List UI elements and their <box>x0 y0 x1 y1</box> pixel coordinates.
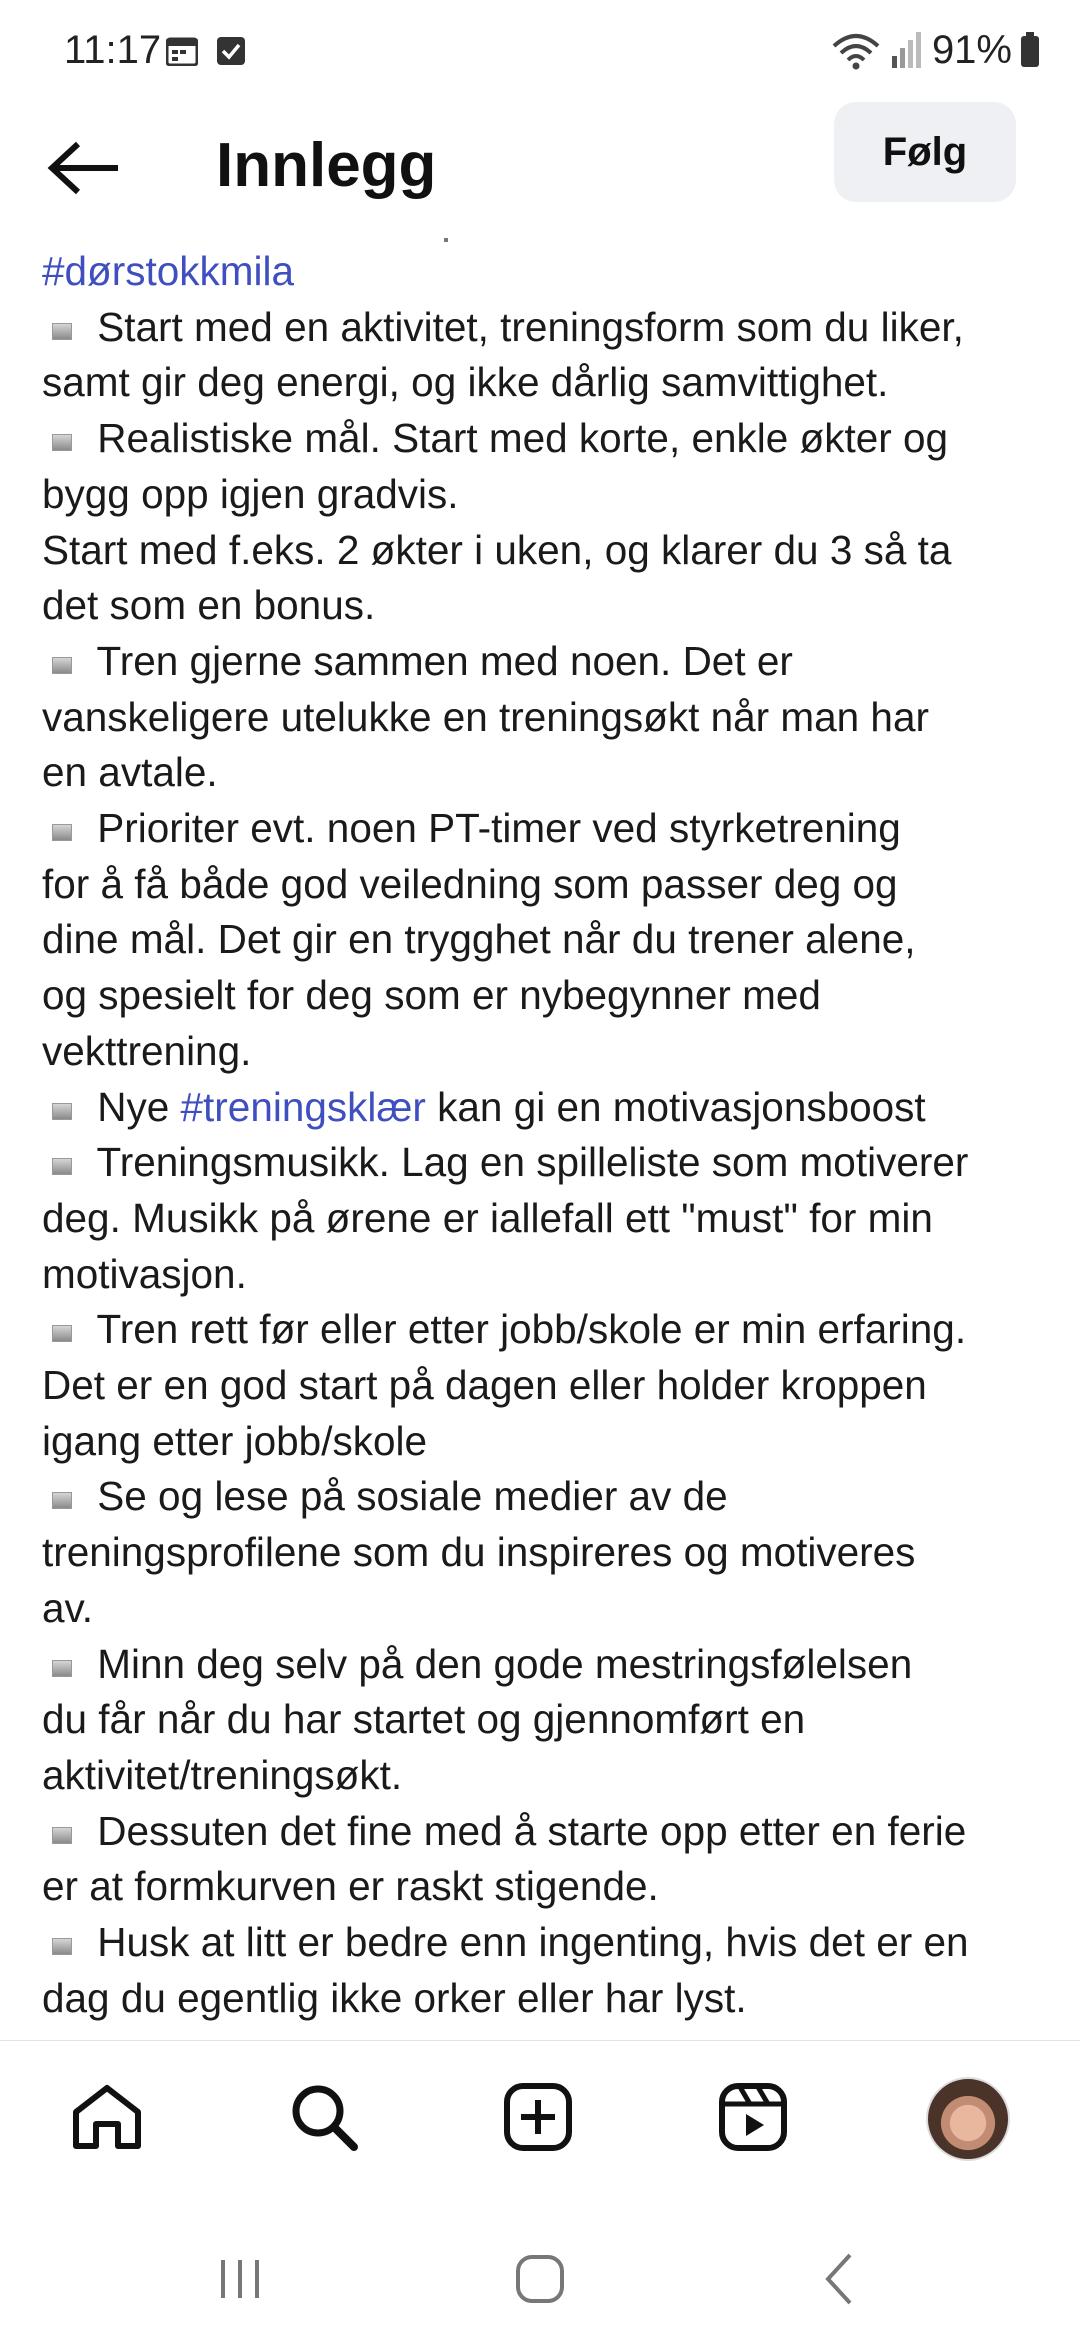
system-home-button[interactable] <box>505 2244 575 2314</box>
home-icon <box>70 2082 144 2152</box>
caption-text: Nye <box>86 1083 181 1130</box>
caption-line <box>42 801 1052 857</box>
caption-line: aktivitet/treningsøkt. <box>42 1751 403 1798</box>
nav-reels[interactable] <box>713 2077 793 2157</box>
bullet-square-icon <box>52 1660 72 1677</box>
caption-line: og spesielt for deg som er nybegynner med <box>42 972 821 1019</box>
caption-line <box>42 1135 1052 1191</box>
caption-line <box>42 1804 1052 1860</box>
search-icon <box>288 2081 360 2153</box>
bullet-square-icon <box>52 657 72 674</box>
caption-line: av. <box>42 1584 94 1631</box>
caption-text: kan gi en motivasjonsboost <box>425 1083 926 1130</box>
top-app-bar <box>0 100 1080 240</box>
hashtag-link[interactable]: #treningsklær <box>180 1083 426 1130</box>
caption-line <box>42 1469 1052 1525</box>
signal-icon <box>890 30 924 70</box>
follow-button[interactable]: Følg <box>834 102 1016 202</box>
system-nav-bar <box>0 2216 1080 2340</box>
home-button-icon <box>514 2253 566 2305</box>
caption-line <box>42 300 1052 356</box>
nav-search[interactable] <box>284 2077 364 2157</box>
calendar-icon <box>166 36 198 66</box>
bottom-nav <box>0 2040 1080 2217</box>
caption-line: deg. Musikk på ørene er iallefall ett "must" for min <box>42 1194 933 1241</box>
battery-percent: 91% <box>931 27 1012 72</box>
nav-home[interactable] <box>67 2077 147 2157</box>
reels-icon <box>718 2082 788 2152</box>
profile-avatar[interactable] <box>926 2077 1010 2161</box>
caption-line <box>42 1302 1052 1358</box>
caption-line: du får når du har startet og gjennomført en <box>42 1696 806 1743</box>
caption-line: vanskeligere utelukke en treningsøkt når man har <box>42 693 929 740</box>
bullet-square-icon <box>52 824 72 841</box>
back-icon <box>820 2251 860 2307</box>
caption-line: igang etter jobb/skole <box>42 1417 428 1464</box>
caption-line: bygg opp igjen gradvis. <box>42 470 459 517</box>
caption-line <box>42 1080 1052 1136</box>
caption-line: vekttrening. <box>42 1027 252 1074</box>
create-post-icon <box>503 2082 573 2152</box>
bullet-square-icon <box>52 1827 72 1844</box>
caption-text: Tren rett før eller etter jobb/skole er min erfaring. <box>86 1306 967 1353</box>
status-right <box>830 28 1040 72</box>
caption-line: er at formkurven er raskt stigende. <box>42 1863 659 1910</box>
caption-line: for å få både god veiledning som passer deg og <box>42 860 898 907</box>
caption-text: Se og lese på sosiale medier av de <box>86 1473 728 1520</box>
bullet-square-icon <box>52 434 72 451</box>
caption-line: treningsprofilene som du inspireres og motiveres <box>42 1529 916 1576</box>
post-caption <box>42 244 1052 2040</box>
caption-text: Prioriter evt. noen PT-timer ved styrketrening <box>86 805 901 852</box>
recent-apps-icon <box>215 2254 265 2304</box>
battery-icon <box>1020 32 1040 68</box>
caption-text: Treningsmusikk. Lag en spilleliste som motiverer <box>86 1139 969 1186</box>
scroll-remnant <box>444 238 448 242</box>
bullet-square-icon <box>52 1492 72 1509</box>
system-back-button[interactable] <box>805 2244 875 2314</box>
wifi-icon <box>830 30 882 70</box>
bullet-square-icon <box>52 1103 72 1120</box>
caption-line: dine mål. Det gir en trygghet når du trener alene, <box>42 916 916 963</box>
caption-line: Det er en god start på dagen eller holder kroppen <box>42 1362 927 1409</box>
caption-line <box>42 634 1052 690</box>
checkbox-icon <box>216 36 246 66</box>
recent-apps-button[interactable] <box>205 2244 275 2314</box>
nav-create[interactable] <box>498 2077 578 2157</box>
caption-text: Husk at litt er bedre enn ingenting, hvis det er en <box>86 1919 969 1966</box>
caption-line <box>42 244 1052 300</box>
page-title: Innlegg <box>216 131 437 200</box>
caption-text: Realistiske mål. Start med korte, enkle økter og <box>86 415 949 462</box>
bullet-square-icon <box>52 1325 72 1342</box>
back-arrow-icon[interactable] <box>44 138 124 198</box>
status-bar <box>0 0 1080 100</box>
caption-line: en avtale. <box>42 749 218 796</box>
bullet-square-icon <box>52 323 72 340</box>
caption-line <box>42 1637 1052 1693</box>
hashtag-link[interactable]: #dørstokkmila <box>42 248 295 294</box>
caption-line: dag du egentlig ikke orker eller har lyst. <box>42 1974 747 2021</box>
caption-line: samt gir deg energi, og ikke dårlig samvittighet. <box>42 359 889 406</box>
caption-text: Minn deg selv på den gode mestringsfølelsen <box>86 1640 913 1687</box>
caption-line: Start med f.eks. 2 økter i uken, og klarer du 3 så ta <box>42 526 952 573</box>
bullet-square-icon <box>52 1938 72 1955</box>
caption-line <box>42 411 1052 467</box>
caption-line <box>42 1915 1052 1971</box>
caption-text: Dessuten det fine med å starte opp etter en ferie <box>86 1807 967 1854</box>
caption-line: det som en bonus. <box>42 582 376 629</box>
caption-text: Tren gjerne sammen med noen. Det er <box>86 637 793 684</box>
caption-line: motivasjon. <box>42 1250 247 1297</box>
bullet-square-icon <box>52 1158 72 1175</box>
status-time: 11:17 <box>64 28 162 72</box>
caption-text: Start med en aktivitet, treningsform som du liker, <box>86 303 964 350</box>
